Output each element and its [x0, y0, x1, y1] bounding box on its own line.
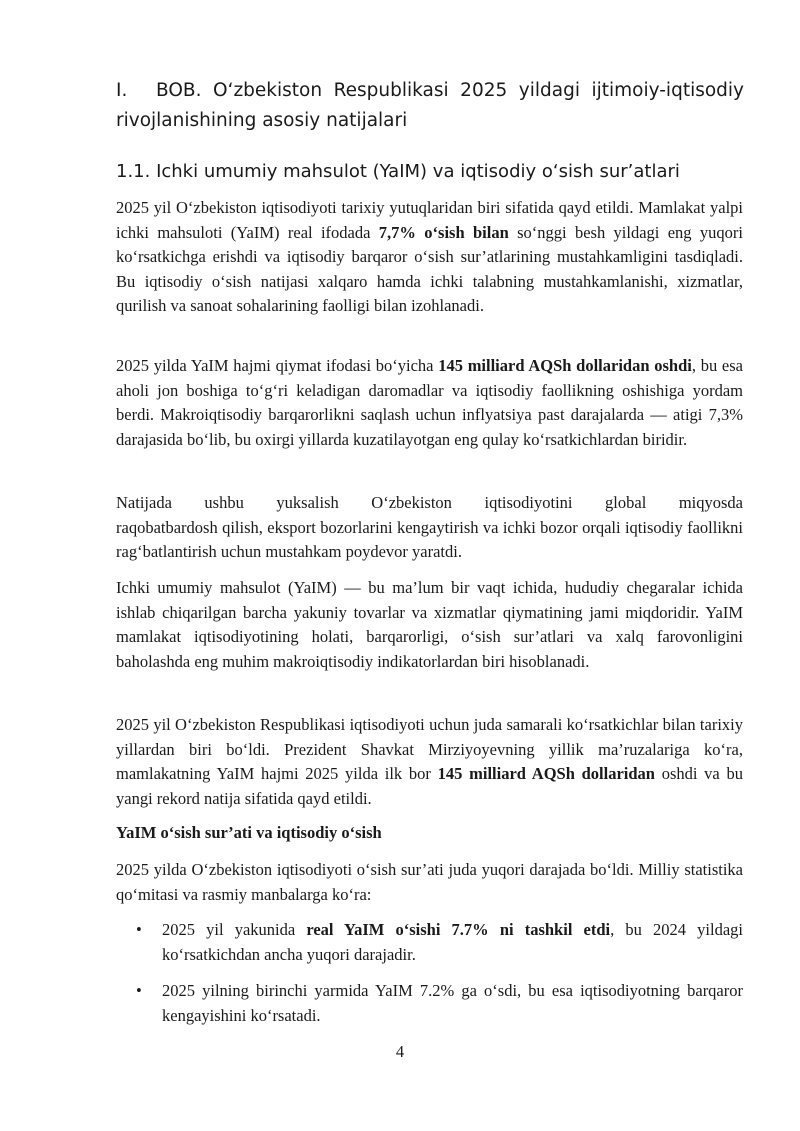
paragraph-1-bold: 7,7% o‘sish bilan — [378, 222, 509, 242]
paragraph-6: 2025 yilda O‘zbekiston iqtisodiyoti o‘sish sur’ati juda yuqori darajada bo‘ldi. Milliy statistika qo‘mitasi va rasmiy manbalarga ko‘ra: — [116, 860, 743, 904]
paragraph-5 — [116, 713, 743, 811]
paragraph-3-first-line: Natijada ushbu yuksalish O‘zbekiston iqtisodiyotini global miqyosda — [116, 493, 743, 512]
paragraph-5-text-c: oshdi va bu yangi rekord natija sifatida qayd etildi. — [116, 764, 743, 808]
paragraph-2-text-c: , bu esa aholi jon boshiga to‘g‘ri keladigan daromadlar va iqtisodiy faollikning oshishiga yordam berdi. Makroiqtisodiy barqarorlikni saqlash uchun inflyatsiya past darajalarda — atigi 7,3% darajasida bo‘lib, bu oxirgi yillarda kuzatilayotgan eng qulay ko‘rsatkichlardan biridir. — [116, 356, 743, 449]
paragraph-1-text-c: so‘nggi besh yildagi eng yuqori ko‘rsatkichga erishdi va iqtisodiy barqaror o‘sish sur’atlarining mustahkamligini tasdiqladi. Bu iqtisodiy o‘sish natijasi xalqaro hamda ichki talabning mustahkamlanishi, xizmatlar, qurilish va sanoat sohalarining faolligi bilan izohlanadi. — [116, 222, 743, 316]
bullet-icon: • — [136, 981, 142, 1001]
chapter-title: BOB. O‘zbekiston Respublikasi 2025 yildagi ijtimoiy-iqtisodiy rivojlanishining asosiy natijalari — [116, 80, 744, 131]
bullet-1-bold: real YaIM o‘sishi 7.7% ni tashkil etdi — [306, 920, 611, 939]
paragraph-3-rest: raqobatbardosh qilish, eksport bozorlarini kengaytirish va ichki bozor orqali iqtisodiy faollikni rag‘batlantirish uchun mustahkam poydevor yaratdi. — [116, 517, 743, 562]
page-number: 4 — [395, 1042, 405, 1061]
paragraph-1-text-a: 2025 yil O‘zbekiston iqtisodiyoti tarixiy yutuqlaridan biri sifatida qayd etildi. Mamlakat yalpi ichki mahsuloti (YaIM) real ifodada — [116, 198, 743, 242]
bullet-1-text-c: , bu 2024 yildagi ko‘rsatkichdan ancha yuqori darajadir. — [162, 920, 743, 964]
chapter-number: I. — [116, 80, 128, 101]
section-heading: 1.1. Ichki umumiy mahsulot (YaIM) va iqtisodiy o‘sish sur’atlari — [116, 161, 680, 182]
list-item — [116, 979, 743, 1028]
paragraph-4: Ichki umumiy mahsulot (YaIM) — bu ma’lum bir vaqt ichida, hududiy chegaralar ichida ishlab chiqarilgan barcha yakuniy tovarlar va xizmatlar qiymatining jami miqdoridir. YaIM mamlakat iqtisodiyotining holati, barqarorligi, o‘sish sur’atlari va xalq farovonligini baholashda eng muhim makroiqtisodiy indikatorlardan biri hisoblanadi. — [116, 578, 743, 671]
subheading: YaIM o‘sish sur’ati va iqtisodiy o‘sish — [116, 823, 382, 842]
list-item — [116, 918, 743, 967]
bullet-1-text-a: 2025 yil yakunida — [162, 920, 307, 939]
bullet-list — [116, 918, 743, 1028]
paragraph-3 — [116, 491, 743, 565]
paragraph-2-text-a: 2025 yilda YaIM hajmi qiymat ifodasi bo‘yicha — [116, 356, 439, 375]
paragraph-2-bold: 145 milliard AQSh dollaridan oshdi — [438, 356, 692, 375]
bullet-2-text: 2025 yilning birinchi yarmida YaIM 7.2% ga o‘sdi, bu esa iqtisodiyotning barqaror kengayishini ko‘rsatadi. — [162, 981, 743, 1025]
paragraph-5-text-a: 2025 yil O‘zbekiston Respublikasi iqtisodiyoti uchun juda samarali ko‘rsatkichlar bilan tarixiy yillardan biri bo‘ldi. Prezident Shavkat Mirziyoyevning yillik ma’ruzalariga ko‘ra, mamlakatning YaIM hajmi 2025 yilda ilk bor — [116, 715, 743, 784]
chapter-heading — [116, 76, 744, 136]
paragraph-1 — [116, 196, 743, 319]
paragraph-2 — [116, 354, 743, 452]
bullet-icon: • — [136, 920, 142, 939]
paragraph-5-bold: 145 milliard AQSh dollaridan — [437, 764, 655, 784]
